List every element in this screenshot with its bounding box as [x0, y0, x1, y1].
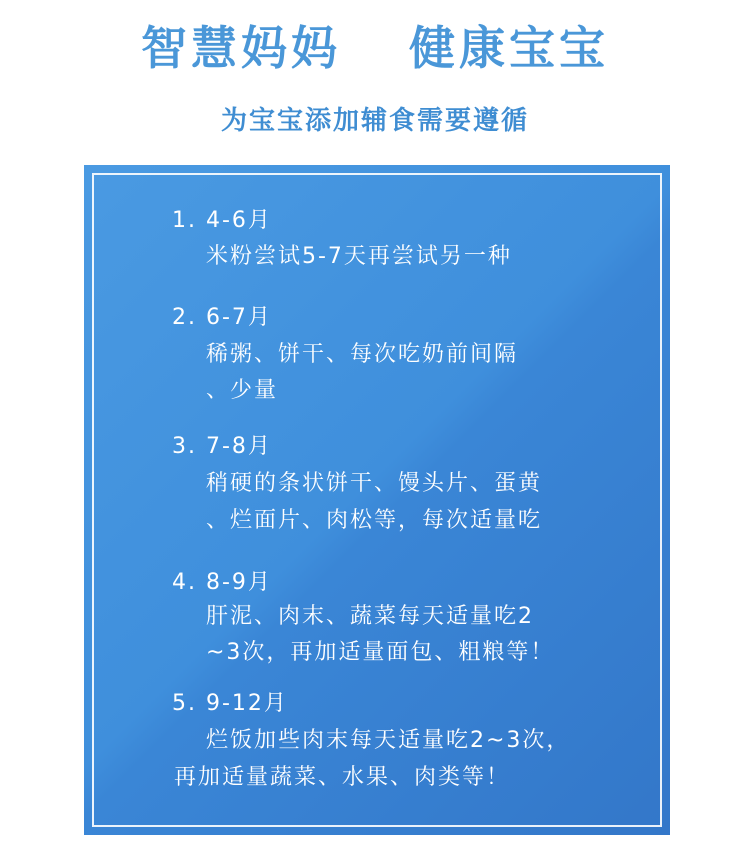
item-text: 、烂面片、肉松等，每次适量吃: [206, 508, 543, 533]
page-subtitle: 为宝宝添加辅食需要遵循: [220, 106, 529, 136]
item-heading: 3. 7-8月: [172, 434, 272, 459]
item-text: 稍硬的条状饼干、馒头片、蛋黄: [206, 471, 543, 496]
item-text: 、少量: [206, 378, 279, 403]
item-text: 再加适量蔬菜、水果、肉类等！: [174, 765, 511, 790]
info-panel: [84, 165, 670, 835]
item-heading: 2. 6-7月: [172, 305, 272, 330]
item-text: ~3次，再加适量面包、粗粮等！: [206, 640, 555, 665]
item-text: 米粉尝试5-7天再尝试另一种: [206, 244, 512, 269]
item-text: 稀粥、饼干、每次吃奶前间隔: [206, 342, 519, 367]
item-heading: 5. 9-12月: [172, 691, 288, 716]
item-text: 肝泥、肉末、蔬菜每天适量吃2: [206, 604, 534, 629]
panel-content: [84, 165, 670, 835]
page-title: 智慧妈妈 健康宝宝: [140, 21, 610, 75]
item-heading: 4. 8-9月: [172, 570, 272, 595]
item-text: 烂饭加些肉末每天适量吃2~3次，: [206, 728, 571, 753]
item-heading: 1. 4-6月: [172, 208, 272, 233]
